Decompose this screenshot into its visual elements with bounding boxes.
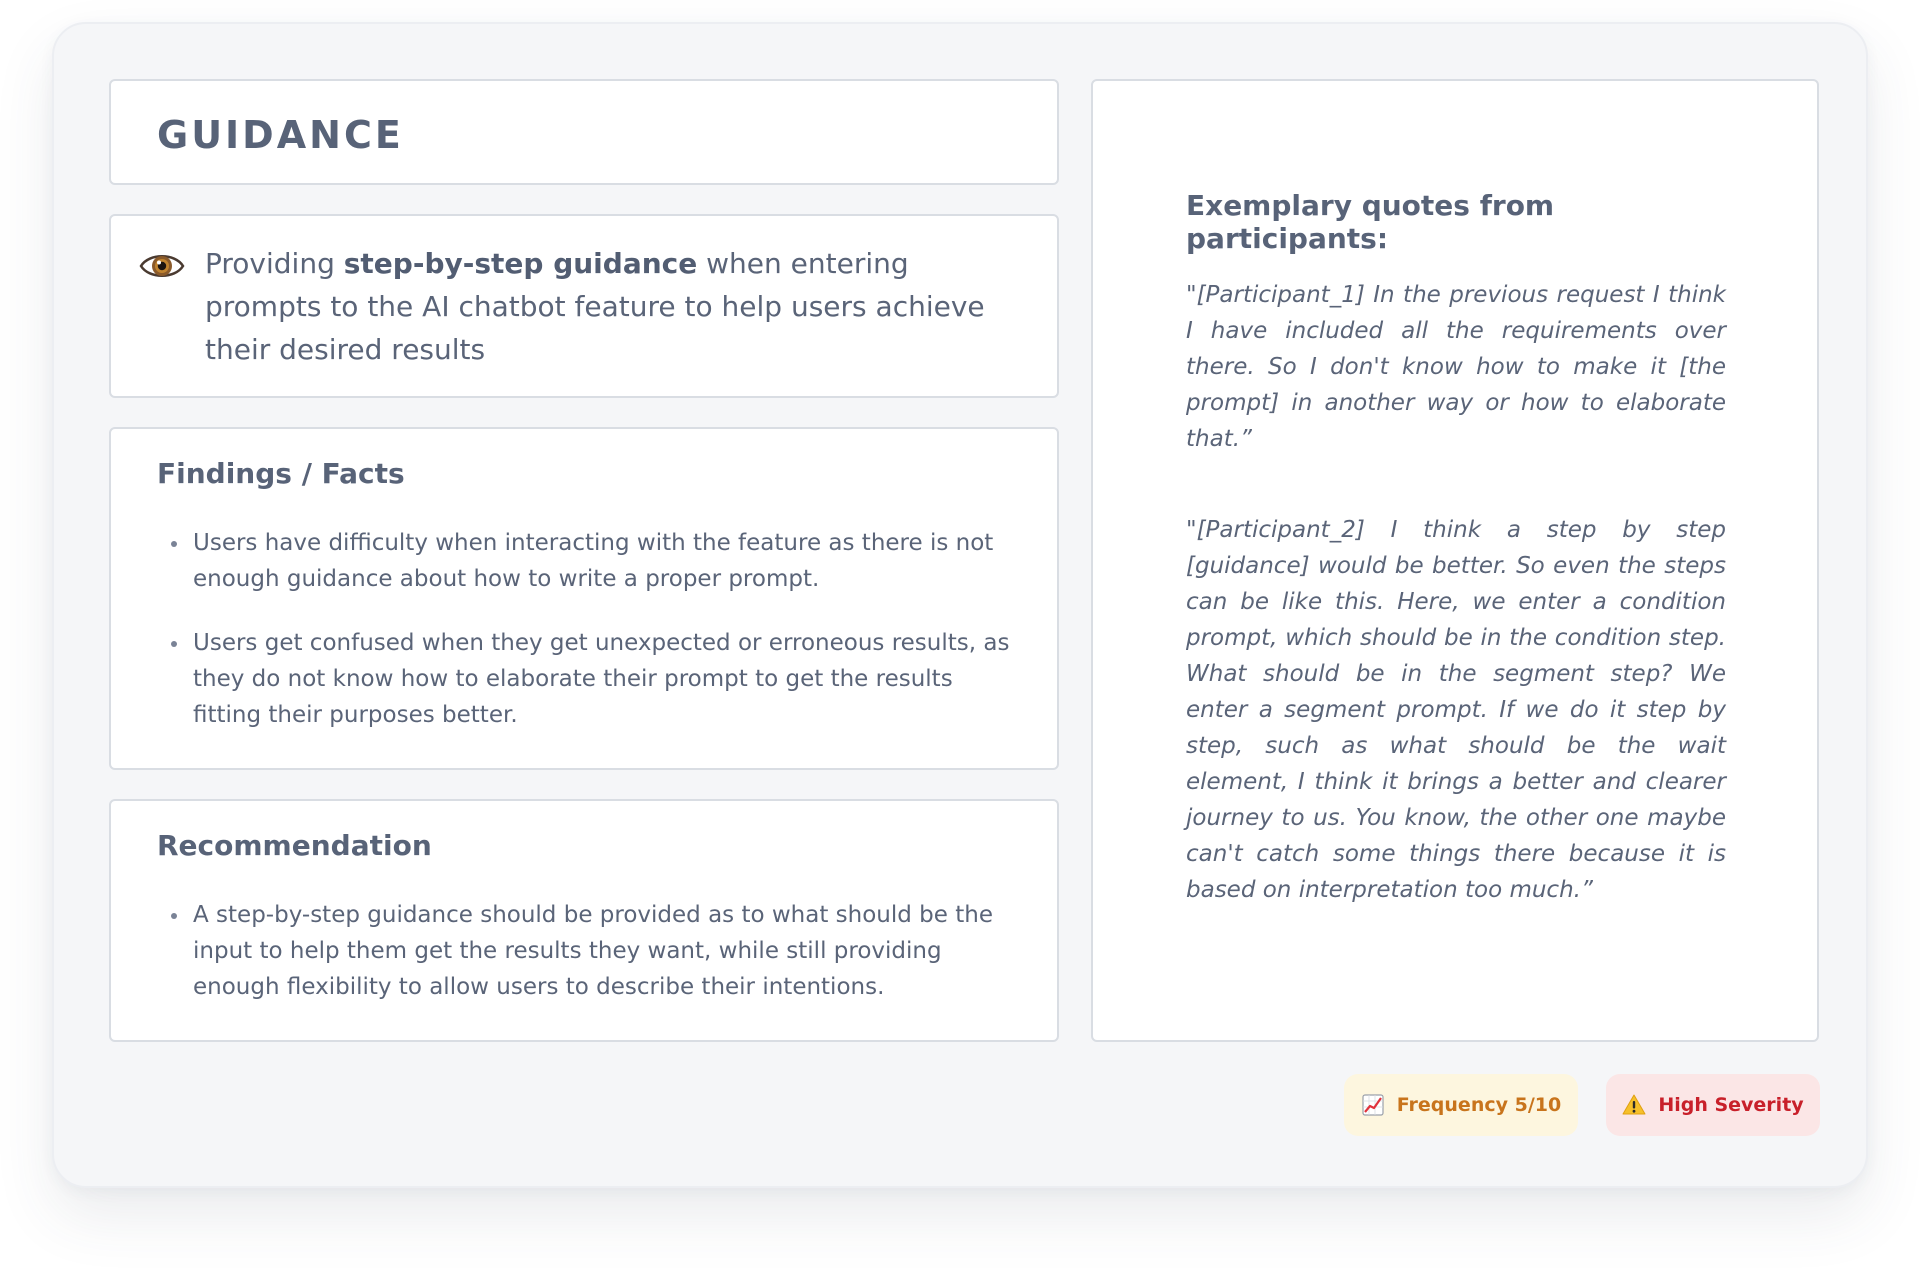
- insight-panel: [109, 214, 1059, 398]
- insight-statement: [205, 242, 1025, 371]
- findings-item: Users have difficulty when interacting with the feature as there is not enough guidance about how to write a proper prompt.: [171, 525, 1021, 597]
- frequency-badge: [1344, 1074, 1578, 1136]
- participant-quote: "[Participant_2] I think a step by step [guidance] would be better. So even the steps can be like this. Here, we enter a condition prompt, which should be in the condition step. What should be in the segment step? We enter a segment prompt. If we do it step by step, such as what should be the wait element, I think it brings a better and clearer journey to us. You know, the other one maybe can't catch some things there because it is based on interpretation too much.”: [1186, 517, 1726, 903]
- findings-panel: [109, 427, 1059, 770]
- findings-item: Users get confused when they get unexpected or erroneous results, as they do not know how to elaborate their prompt to get the results fitting their purposes better.: [171, 625, 1021, 733]
- quotes-panel: [1091, 79, 1819, 1042]
- recommendation-list: [171, 897, 1021, 1033]
- recommendation-panel: [109, 799, 1059, 1042]
- insight-text-after: when entering prompts to the AI chatbot feature to help users achieve their desired results: [205, 247, 985, 366]
- insight-text-bold: step-by-step guidance: [343, 247, 698, 280]
- findings-heading: Findings / Facts: [157, 457, 405, 490]
- finding-card: [52, 22, 1868, 1188]
- title-panel: [109, 79, 1059, 185]
- warning-icon: [1622, 1093, 1646, 1117]
- chart-increasing-icon: [1361, 1093, 1385, 1117]
- severity-label: High Severity: [1658, 1094, 1804, 1116]
- page-title: GUIDANCE: [157, 113, 404, 157]
- quotes-heading: Exemplary quotes from participants:: [1186, 189, 1555, 255]
- recommendation-item: A step-by-step guidance should be provided as to what should be the input to help them get the results they want, while still providing enough flexibility to allow users to describe their intentions.: [171, 897, 1021, 1005]
- frequency-label: Frequency 5/10: [1396, 1094, 1562, 1116]
- participant-quote: "[Participant_1] In the previous request I think I have included all the requirements over there. So I don't know how to make it [the prompt] in another way or how to elaborate that.”: [1186, 282, 1726, 452]
- recommendation-heading: Recommendation: [157, 829, 432, 862]
- severity-badge: [1606, 1074, 1820, 1136]
- eye-icon: [139, 250, 185, 282]
- insight-text-before: Providing: [205, 247, 344, 280]
- findings-list: [171, 525, 1021, 761]
